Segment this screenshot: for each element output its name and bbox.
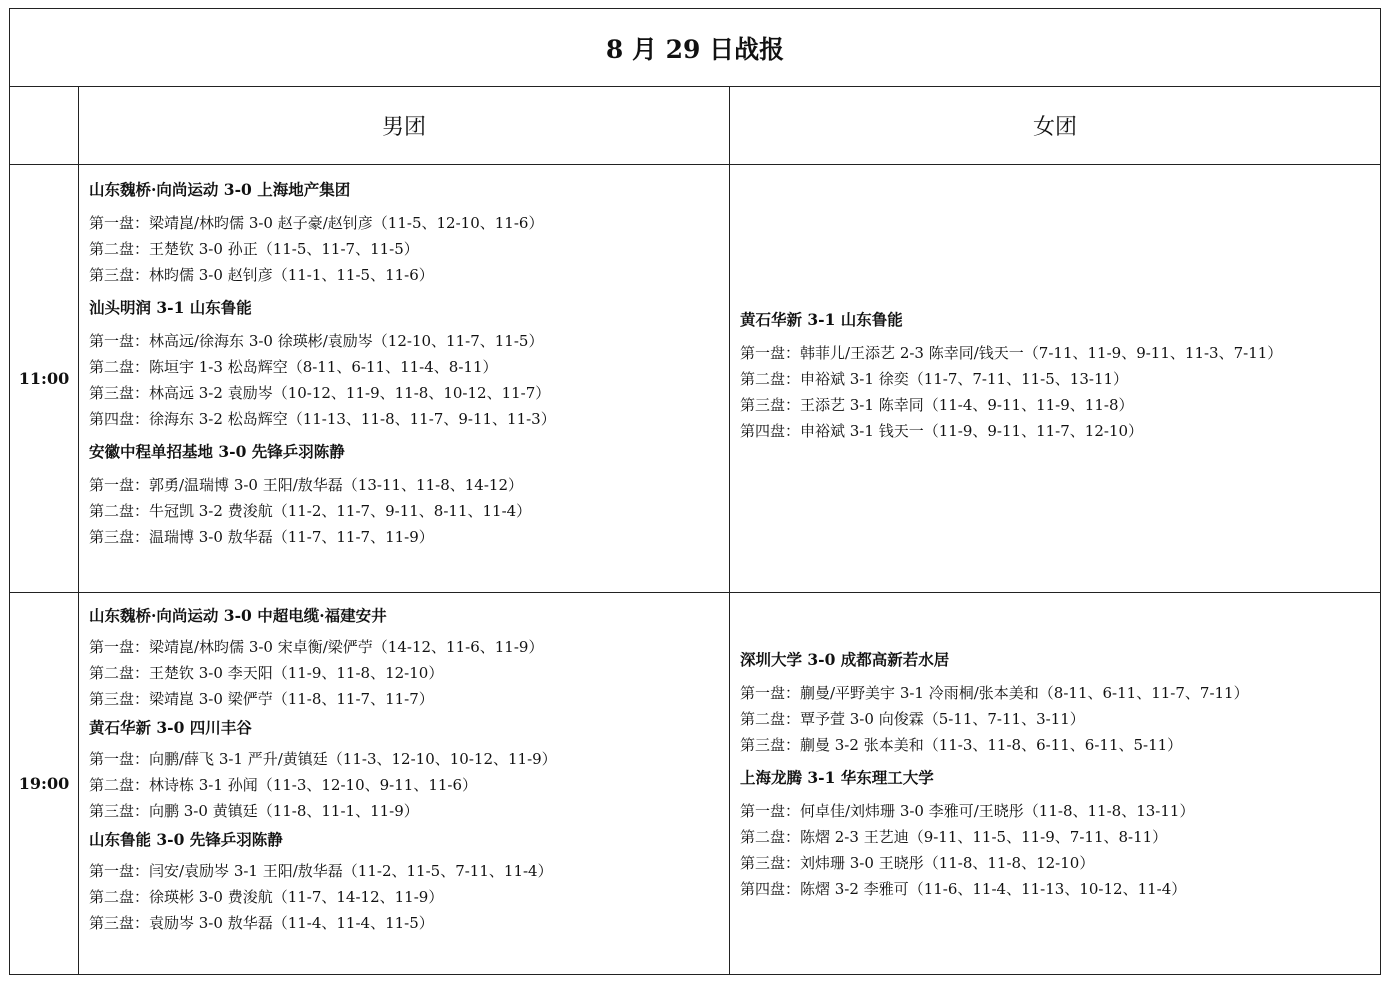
game-result: 第三盘：刘炜珊 3-0 王晓彤（11-8、11-8、12-10） (740, 854, 1095, 872)
men-results-cell (79, 593, 730, 975)
game-result: 第一盘：韩菲儿/王添艺 2-3 陈幸同/钱天一（7-11、11-9、9-11、11-3、7-11） (740, 344, 1283, 362)
game-result: 第一盘：闫安/袁励岑 3-1 王阳/敖华磊（11-2、11-5、7-11、11-4） (89, 862, 553, 880)
men-results-cell (79, 165, 730, 593)
game-result: 第二盘：王楚钦 3-0 李天阳（11-9、11-8、12-10） (89, 664, 444, 682)
game-result: 第二盘：徐瑛彬 3-0 费浚航（11-7、14-12、11-9） (89, 888, 444, 906)
match-result: 山东鲁能 3-0 先锋乒羽陈静 (89, 830, 283, 849)
game-result: 第一盘：林高远/徐海东 3-0 徐瑛彬/袁励岑（12-10、11-7、11-5） (89, 332, 544, 350)
match-result: 山东魏桥·向尚运动 3-0 中超电缆·福建安井 (89, 606, 387, 625)
match-block (89, 827, 719, 936)
game-result: 第一盘：梁靖崑/林昀儒 3-0 赵子豪/赵钊彦（11-5、12-10、11-6） (89, 214, 544, 232)
game-result: 第四盘：徐海东 3-2 松岛辉空（11-13、11-8、11-7、9-11、11-3） (89, 410, 556, 428)
match-block (740, 765, 1370, 902)
game-result: 第三盘：王添艺 3-1 陈幸同（11-4、9-11、11-9、11-8） (740, 396, 1134, 414)
match-block (89, 439, 719, 550)
game-result: 第三盘：梁靖崑 3-0 梁俨苧（11-8、11-7、11-7） (89, 690, 434, 708)
match-block (89, 603, 719, 712)
game-result: 第一盘：梁靖崑/林昀儒 3-0 宋卓衡/梁俨苧（14-12、11-6、11-9） (89, 638, 544, 656)
game-result: 第三盘：林昀儒 3-0 赵钊彦（11-1、11-5、11-6） (89, 266, 434, 284)
match-result: 安徽中程单招基地 3-0 先锋乒羽陈静 (89, 442, 345, 461)
game-result: 第一盘：向鹏/薛飞 3-1 严升/黄镇廷（11-3、12-10、10-12、11-9） (89, 750, 557, 768)
match-block (89, 177, 719, 288)
women-results-cell (730, 165, 1381, 593)
game-result: 第一盘：蒯曼/平野美宇 3-1 冷雨桐/张本美和（8-11、6-11、11-7、7-11） (740, 684, 1249, 702)
game-result: 第二盘：陈垣宇 1-3 松岛辉空（8-11、6-11、11-4、8-11） (89, 358, 498, 376)
game-result: 第三盘：温瑞博 3-0 敖华磊（11-7、11-7、11-9） (89, 528, 434, 546)
game-result: 第二盘：申裕斌 3-1 徐奕（11-7、7-11、11-5、13-11） (740, 370, 1129, 388)
time-header-cell (10, 87, 79, 165)
session-time: 11:00 (10, 165, 79, 593)
page-title: 8 月 29 日战报 (10, 9, 1381, 87)
match-block (89, 295, 719, 432)
game-result: 第二盘：覃予萱 3-0 向俊霖（5-11、7-11、3-11） (740, 710, 1085, 728)
women-results-cell (730, 593, 1381, 975)
game-result: 第二盘：陈熠 2-3 王艺迪（9-11、11-5、11-9、7-11、8-11） (740, 828, 1168, 846)
match-result: 黄石华新 3-1 山东鲁能 (740, 310, 903, 329)
game-result: 第二盘：牛冠凯 3-2 费浚航（11-2、11-7、9-11、8-11、11-4） (89, 502, 532, 520)
game-result: 第一盘：何卓佳/刘炜珊 3-0 李雅可/王晓彤（11-8、11-8、13-11） (740, 802, 1195, 820)
game-result: 第一盘：郭勇/温瑞博 3-0 王阳/敖华磊（13-11、11-8、14-12） (89, 476, 523, 494)
game-result: 第三盘：蒯曼 3-2 张本美和（11-3、11-8、6-11、6-11、5-11） (740, 736, 1183, 754)
match-result: 上海龙腾 3-1 华东理工大学 (740, 768, 934, 787)
match-result: 深圳大学 3-0 成都高新若水居 (740, 650, 950, 669)
game-result: 第三盘：林高远 3-2 袁励岑（10-12、11-9、11-8、10-12、11-7） (89, 384, 551, 402)
match-result: 山东魏桥·向尚运动 3-0 上海地产集团 (89, 180, 351, 199)
session-time: 19:00 (10, 593, 79, 975)
match-block (740, 647, 1370, 758)
game-result: 第二盘：林诗栋 3-1 孙闻（11-3、12-10、9-11、11-6） (89, 776, 478, 794)
report-table (9, 8, 1381, 975)
game-result: 第四盘：申裕斌 3-1 钱天一（11-9、9-11、11-7、12-10） (740, 422, 1144, 440)
match-result: 汕头明润 3-1 山东鲁能 (89, 298, 252, 317)
match-block (740, 307, 1370, 444)
match-result: 黄石华新 3-0 四川丰谷 (89, 718, 252, 737)
women-header: 女团 (730, 87, 1381, 165)
game-result: 第四盘：陈熠 3-2 李雅可（11-6、11-4、11-13、10-12、11-4） (740, 880, 1187, 898)
game-result: 第二盘：王楚钦 3-0 孙正（11-5、11-7、11-5） (89, 240, 419, 258)
men-header: 男团 (79, 87, 730, 165)
match-block (89, 715, 719, 824)
game-result: 第三盘：向鹏 3-0 黄镇廷（11-8、11-1、11-9） (89, 802, 419, 820)
game-result: 第三盘：袁励岑 3-0 敖华磊（11-4、11-4、11-5） (89, 914, 434, 932)
